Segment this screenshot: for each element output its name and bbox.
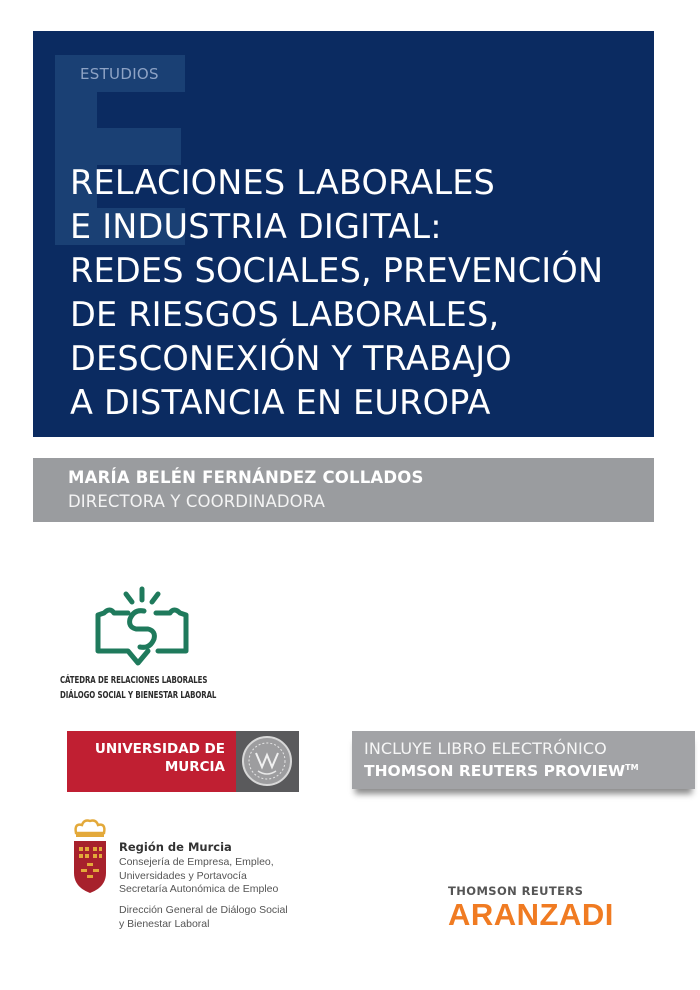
title-line: REDES SOCIALES, PREVENCIÓN xyxy=(70,251,604,290)
proview-line2 xyxy=(364,762,639,780)
region-line: Secretaría Autonómica de Empleo xyxy=(119,883,279,895)
title-line: E INDUSTRIA DIGITAL: xyxy=(70,207,442,246)
university-seal-icon xyxy=(236,731,299,792)
region-murcia-crest-icon xyxy=(70,817,110,897)
region-murcia-logo xyxy=(68,817,318,937)
region-line: Consejería de Empresa, Empleo, xyxy=(119,856,274,868)
handshake-chain-icon xyxy=(92,585,192,673)
publisher-parent: THOMSON REUTERS xyxy=(448,884,584,898)
catedra-name xyxy=(60,673,216,703)
region-line: Dirección General de Diálogo Social xyxy=(119,904,288,916)
proview-banner xyxy=(352,731,695,789)
e-watermark-middle-bar xyxy=(97,128,181,165)
catedra-line2: DIÁLOGO SOCIAL Y BIENESTAR LABORAL xyxy=(60,690,217,701)
um-line1: UNIVERSIDAD DE xyxy=(94,741,225,757)
title-block xyxy=(33,31,654,437)
book-title xyxy=(70,161,603,425)
collection-label: ESTUDIOS xyxy=(80,65,159,83)
publisher-logo xyxy=(448,884,614,933)
region-line: Universidades y Portavocía xyxy=(119,870,247,882)
publisher-name: ARANZADI xyxy=(448,897,614,932)
proview-line1: INCLUYE LIBRO ELECTRÓNICO xyxy=(364,739,607,758)
trademark-symbol: TM xyxy=(625,763,639,772)
author-name: MARÍA BELÉN FERNÁNDEZ COLLADOS xyxy=(68,468,424,487)
um-line2: MURCIA xyxy=(164,759,225,775)
universidad-murcia-logo xyxy=(67,731,299,792)
title-line: A DISTANCIA EN EUROPA xyxy=(70,383,491,422)
author-role: DIRECTORA Y COORDINADORA xyxy=(68,492,326,511)
catedra-line1: CÁTEDRA DE RELACIONES LABORALES xyxy=(60,675,208,686)
region-name: Región de Murcia xyxy=(119,840,232,854)
title-line: DESCONEXIÓN Y TRABAJO xyxy=(70,339,512,378)
proview-brand: THOMSON REUTERS PROVIEW xyxy=(364,762,626,780)
region-line: y Bienestar Laboral xyxy=(119,918,210,930)
title-line: DE RIESGOS LABORALES, xyxy=(70,295,500,334)
um-grey-panel xyxy=(236,731,299,792)
author-band xyxy=(33,458,654,522)
um-red-panel xyxy=(67,731,236,792)
title-line: RELACIONES LABORALES xyxy=(70,163,496,202)
